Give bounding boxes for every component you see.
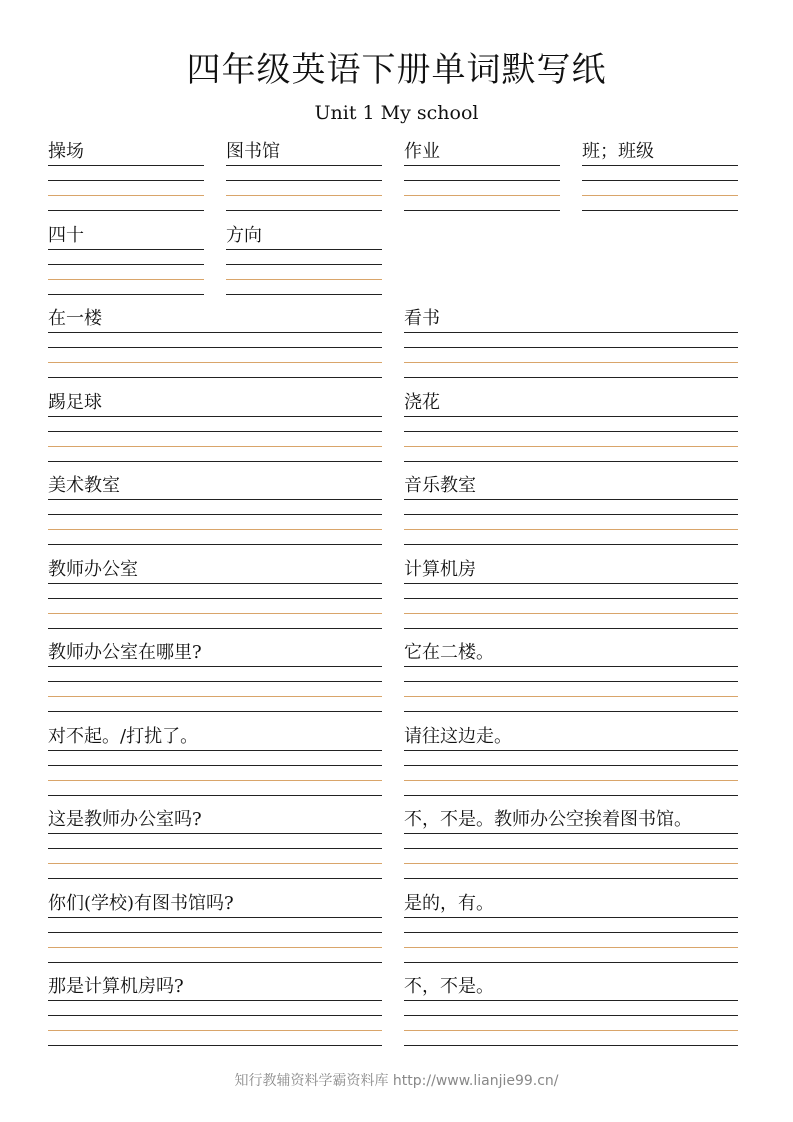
dictation-cell [48,641,382,713]
word-prompt: 方向 [226,224,262,246]
writing-line [48,681,382,682]
writing-line [48,711,382,712]
writing-line [404,583,738,584]
writing-guide-line-orange [404,446,738,447]
writing-line [404,544,738,545]
writing-line [404,917,738,918]
writing-line [404,377,738,378]
writing-line [48,180,204,181]
writing-line [48,848,382,849]
writing-line [226,264,382,265]
dictation-cell [48,474,382,546]
word-prompt: 对不起。/打扰了。 [48,725,199,747]
dictation-cell [48,224,204,296]
dictation-cell [404,474,738,546]
writing-guide-line-orange [404,863,738,864]
dictation-cell [48,140,204,212]
writing-line [48,294,204,295]
writing-line [48,598,382,599]
dictation-cell [404,558,738,630]
writing-guide-line-orange [48,446,382,447]
writing-line [404,165,560,166]
writing-line [48,750,382,751]
writing-line [404,499,738,500]
writing-guide-line-orange [582,195,738,196]
writing-line [48,499,382,500]
writing-line [48,628,382,629]
word-prompt: 操场 [48,141,84,162]
word-prompt: 踢足球 [48,391,102,413]
writing-line [404,628,738,629]
word-prompt: 音乐教室 [404,475,476,496]
writing-line [48,1000,382,1001]
dictation-cell [404,140,560,212]
page-title: 四年级英语下册单词默写纸 [186,50,607,90]
writing-guide-line-orange [404,1030,738,1031]
writing-line [48,666,382,667]
writing-line [48,932,382,933]
writing-line [404,833,738,834]
unit-subtitle: Unit 1 My school [314,102,479,124]
dictation-cell [48,808,382,880]
writing-line [48,878,382,879]
word-prompt: 教师办公室在哪里? [48,642,202,663]
word-prompt: 你们(学校)有图书馆吗? [48,892,234,914]
dictation-cell [48,307,382,379]
writing-line [582,165,738,166]
writing-line [48,544,382,545]
writing-guide-line-orange [226,279,382,280]
word-prompt: 看书 [404,308,440,329]
dictation-cell [226,224,382,296]
writing-line [404,210,560,211]
writing-line [404,431,738,432]
writing-line [404,416,738,417]
writing-line [404,598,738,599]
writing-guide-line-orange [226,195,382,196]
word-prompt: 四十 [48,224,84,246]
dictation-cell [48,558,382,630]
writing-line [48,416,382,417]
word-prompt: 它在二楼。 [404,642,494,663]
writing-guide-line-orange [48,1030,382,1031]
writing-line [48,165,204,166]
word-prompt: 浇花 [404,391,440,413]
writing-line [404,347,738,348]
word-prompt: 教师办公室 [48,558,138,580]
writing-line [48,833,382,834]
writing-line [404,878,738,879]
dictation-cell [404,307,738,379]
word-prompt: 计算机房 [404,558,476,580]
word-prompt: 在一楼 [48,308,102,329]
writing-line [404,180,560,181]
writing-guide-line-orange [48,279,204,280]
dictation-cell [404,641,738,713]
writing-guide-line-orange [48,529,382,530]
writing-line [48,514,382,515]
writing-line [404,962,738,963]
writing-guide-line-orange [404,947,738,948]
writing-guide-line-orange [404,529,738,530]
writing-line [404,750,738,751]
writing-line [404,1015,738,1016]
word-prompt: 班；班级 [582,141,654,162]
writing-line [48,332,382,333]
writing-line [48,583,382,584]
writing-line [48,461,382,462]
writing-line [404,1000,738,1001]
writing-line [404,514,738,515]
writing-line [48,264,204,265]
dictation-cell [404,725,738,797]
writing-line [48,962,382,963]
writing-line [404,666,738,667]
dictation-cell [582,140,738,212]
writing-line [48,917,382,918]
writing-line [48,347,382,348]
word-prompt: 美术教室 [48,475,120,496]
dictation-cell [404,391,738,463]
writing-line [404,765,738,766]
dictation-cell [226,140,382,212]
dictation-cell [48,975,382,1047]
dictation-cell [404,808,738,880]
writing-line [226,249,382,250]
writing-line [48,795,382,796]
writing-line [404,461,738,462]
writing-line [404,332,738,333]
writing-line [48,210,204,211]
writing-line [48,1045,382,1046]
writing-line [582,210,738,211]
writing-guide-line-orange [48,863,382,864]
word-prompt: 不，不是。教师办公空挨着图书馆。 [404,809,692,830]
word-prompt: 那是计算机房吗? [48,976,184,997]
writing-guide-line-orange [404,696,738,697]
writing-line [48,377,382,378]
writing-guide-line-orange [48,780,382,781]
dictation-cell [48,391,382,463]
writing-line [404,795,738,796]
dictation-cell [404,975,738,1047]
writing-guide-line-orange [404,195,560,196]
writing-line [48,765,382,766]
word-prompt: 请往这边走。 [404,725,512,747]
writing-line [226,165,382,166]
word-prompt: 不，不是。 [404,976,494,997]
writing-line [226,294,382,295]
writing-line [48,1015,382,1016]
writing-guide-line-orange [48,947,382,948]
dictation-cell [48,725,382,797]
writing-line [404,848,738,849]
writing-line [404,711,738,712]
dictation-cell [404,892,738,964]
writing-line [226,210,382,211]
writing-line [48,249,204,250]
writing-guide-line-orange [404,780,738,781]
writing-line [582,180,738,181]
writing-guide-line-orange [48,696,382,697]
writing-guide-line-orange [48,613,382,614]
writing-line [404,1045,738,1046]
dictation-cell [48,892,382,964]
word-prompt: 这是教师办公室吗? [48,809,202,830]
footer-watermark: 知行教辅资料学霸资料库 http://www.lianjie99.cn/ [234,1073,559,1089]
writing-guide-line-orange [404,613,738,614]
writing-line [226,180,382,181]
word-prompt: 图书馆 [226,141,280,162]
writing-guide-line-orange [48,195,204,196]
word-prompt: 作业 [404,141,440,162]
word-prompt: 是的，有。 [404,892,494,914]
writing-line [404,932,738,933]
writing-line [404,681,738,682]
writing-guide-line-orange [48,362,382,363]
writing-line [48,431,382,432]
writing-guide-line-orange [404,362,738,363]
